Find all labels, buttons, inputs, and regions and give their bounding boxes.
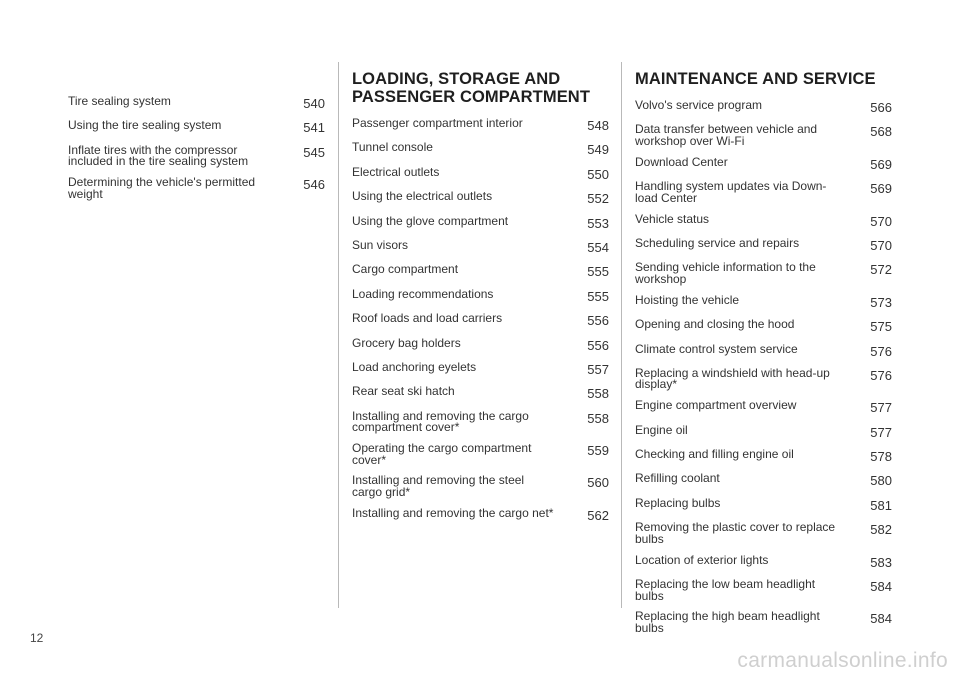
toc-column-1 xyxy=(68,94,325,208)
toc-entry-title: Handling system updates via Down-load Center xyxy=(635,179,827,205)
toc-entry-page: 558 xyxy=(587,410,609,426)
toc-entry[interactable] xyxy=(352,441,609,466)
toc-entry[interactable] xyxy=(352,189,609,206)
toc-column-3 xyxy=(635,70,892,642)
toc-entry-page: 582 xyxy=(870,522,892,538)
toc-entry-title: Operating the cargo compartment cover* xyxy=(352,441,532,467)
toc-entry-page: 554 xyxy=(587,239,609,255)
toc-entry-page: 558 xyxy=(587,386,609,402)
toc-entry-page: 548 xyxy=(587,118,609,133)
toc-entry-title: Checking and filling engine oil xyxy=(635,447,794,462)
toc-entry-title: Load anchoring eyelets xyxy=(352,359,477,374)
toc-entry-page: 570 xyxy=(870,237,892,253)
toc-entry-title: Scheduling service and repairs xyxy=(635,235,800,250)
column-divider-1 xyxy=(338,62,339,608)
toc-entry-page: 540 xyxy=(303,96,325,111)
toc-entry[interactable] xyxy=(352,238,609,255)
toc-entry-page: 550 xyxy=(587,166,609,182)
toc-entry[interactable] xyxy=(635,98,892,115)
toc-entry-page: 584 xyxy=(870,579,892,595)
toc-entry-title: Hoisting the vehicle xyxy=(635,292,740,307)
section-heading-loading: LOADING, STORAGE AND PASSENGER COMPARTMENT xyxy=(352,70,590,106)
toc-entry[interactable] xyxy=(352,506,609,523)
toc-entry[interactable] xyxy=(352,262,609,279)
toc-entry-page: 555 xyxy=(587,288,609,304)
toc-entry-title: Passenger compartment interior xyxy=(352,116,523,130)
toc-entry-title: Replacing a windshield with head-up display* xyxy=(635,365,830,392)
toc-entry-title: Using the glove compartment xyxy=(352,213,509,228)
toc-entry[interactable] xyxy=(352,214,609,231)
toc-entry-page: 577 xyxy=(870,424,892,440)
toc-entry[interactable] xyxy=(352,360,609,377)
toc-entry[interactable] xyxy=(635,122,892,147)
toc-entry-page: 578 xyxy=(870,449,892,465)
toc-entry-title: Engine compartment overview xyxy=(635,398,797,413)
toc-entry-title: Determining the vehicle's permitted weight xyxy=(68,175,256,201)
toc-entry-title: Location of exterior lights xyxy=(635,552,769,567)
toc-entry-title: Loading recommendations xyxy=(352,286,494,301)
toc-entry-title: Inflate tires with the compressor included in the tire sealing system xyxy=(68,142,249,169)
toc-entry[interactable] xyxy=(635,212,892,229)
toc-entry[interactable] xyxy=(68,94,325,111)
toc-entry-title: Sun visors xyxy=(352,237,409,252)
toc-entry[interactable] xyxy=(635,293,892,310)
toc-entry[interactable] xyxy=(635,553,892,570)
toc-entry-page: 575 xyxy=(870,319,892,335)
toc-entry[interactable] xyxy=(352,165,609,182)
toc-entry-page: 576 xyxy=(870,343,892,359)
toc-entry-page: 581 xyxy=(870,497,892,513)
toc-entry-title: Tunnel console xyxy=(352,140,433,155)
toc-entry[interactable] xyxy=(635,179,892,204)
column-divider-2 xyxy=(621,62,622,608)
toc-entry-page: 552 xyxy=(587,191,609,207)
toc-entry-title: Cargo compartment xyxy=(352,262,459,277)
toc-entry[interactable] xyxy=(352,116,609,133)
toc-entry-title: Roof loads and load carriers xyxy=(352,311,503,326)
toc-entry[interactable] xyxy=(635,423,892,440)
toc-entry-title: Vehicle status xyxy=(635,211,710,226)
toc-entry[interactable] xyxy=(352,287,609,304)
toc-column-2 xyxy=(352,70,609,530)
toc-entry-title: Grocery bag holders xyxy=(352,335,461,350)
toc-entry-page: 546 xyxy=(303,177,325,193)
page-number: 12 xyxy=(30,631,44,645)
toc-entry-page: 584 xyxy=(870,611,892,627)
toc-entry-title: Refilling coolant xyxy=(635,471,720,486)
toc-entry[interactable] xyxy=(635,342,892,359)
toc-entry-page: 562 xyxy=(587,507,609,523)
toc-entry[interactable] xyxy=(352,336,609,353)
toc-entry-page: 569 xyxy=(870,181,892,197)
toc-entry-page: 583 xyxy=(870,554,892,570)
toc-entry[interactable] xyxy=(68,175,325,200)
toc-entry-page: 573 xyxy=(870,294,892,310)
toc-entry-title: Opening and closing the hood xyxy=(635,317,795,332)
toc-entry-page: 545 xyxy=(303,144,325,160)
toc-entry-title: Electrical outlets xyxy=(352,164,440,179)
toc-entry-page: 576 xyxy=(870,367,892,383)
toc-entry[interactable] xyxy=(635,471,892,488)
toc-entry-page: 560 xyxy=(587,475,609,491)
toc-entry[interactable] xyxy=(352,140,609,157)
toc-entry-title: Replacing the low beam headlight bulbs xyxy=(635,577,816,603)
toc-entry[interactable] xyxy=(635,520,892,545)
toc-entry-page: 559 xyxy=(587,443,609,459)
watermark: carmanualsonline.info xyxy=(737,649,948,672)
toc-entry-title: Installing and removing the cargo net* xyxy=(352,505,554,520)
toc-entry-title: Volvo's service program xyxy=(635,98,763,112)
toc-entry-page: 553 xyxy=(587,215,609,231)
toc-entry-title: Download Center xyxy=(635,154,728,169)
toc-entry[interactable] xyxy=(352,384,609,401)
toc-entry-page: 568 xyxy=(870,124,892,140)
toc-entry-title: Removing the plastic cover to replace bulbs xyxy=(635,520,836,546)
toc-entry-title: Using the electrical outlets xyxy=(352,189,493,204)
section-heading-maintenance: MAINTENANCE AND SERVICE xyxy=(635,70,876,88)
toc-entry-page: 572 xyxy=(870,262,892,278)
toc-entry-page: 557 xyxy=(587,361,609,377)
toc-entry-page: 569 xyxy=(870,156,892,172)
toc-entry-title: Engine oil xyxy=(635,422,688,437)
toc-entry-title: Sending vehicle information to the workshop xyxy=(635,260,816,286)
toc-entry-page: 577 xyxy=(870,400,892,416)
toc-entry-title: Tire sealing system xyxy=(68,94,171,108)
toc-entry-title: Using the tire sealing system xyxy=(68,118,222,133)
toc-entry[interactable] xyxy=(635,317,892,334)
toc-entry-page: 570 xyxy=(870,213,892,229)
toc-entry-page: 556 xyxy=(587,337,609,353)
toc-entry-page: 541 xyxy=(303,120,325,136)
toc-entry[interactable] xyxy=(68,118,325,135)
toc-entry[interactable] xyxy=(635,609,892,634)
toc-entry[interactable] xyxy=(635,155,892,172)
toc-entry-page: 580 xyxy=(870,473,892,489)
toc-entry[interactable] xyxy=(635,236,892,253)
toc-entry-title: Installing and removing the cargo compartment cover* xyxy=(352,408,529,435)
toc-entry-page: 555 xyxy=(587,264,609,280)
toc-entry-title: Replacing bulbs xyxy=(635,495,721,510)
toc-entry-page: 549 xyxy=(587,142,609,158)
toc-entry-title: Climate control system service xyxy=(635,341,798,356)
toc-entry[interactable] xyxy=(635,366,892,391)
toc-entry[interactable] xyxy=(635,577,892,602)
toc-entry-title: Rear seat ski hatch xyxy=(352,384,455,399)
toc-entry[interactable] xyxy=(352,473,609,498)
toc-entry-title: Installing and removing the steel cargo grid* xyxy=(352,473,525,499)
toc-entry-title: Replacing the high beam headlight bulbs xyxy=(635,609,820,635)
toc-entry[interactable] xyxy=(635,260,892,285)
toc-entry-title: Data transfer between vehicle and workshop over Wi-Fi xyxy=(635,122,818,148)
toc-entry-page: 556 xyxy=(587,313,609,329)
toc-entry[interactable] xyxy=(352,409,609,434)
toc-entry-page: 566 xyxy=(870,100,892,115)
toc-entry[interactable] xyxy=(635,398,892,415)
toc-entry[interactable] xyxy=(635,496,892,513)
toc-entry[interactable] xyxy=(635,447,892,464)
toc-entry[interactable] xyxy=(68,143,325,168)
toc-entry[interactable] xyxy=(352,311,609,328)
